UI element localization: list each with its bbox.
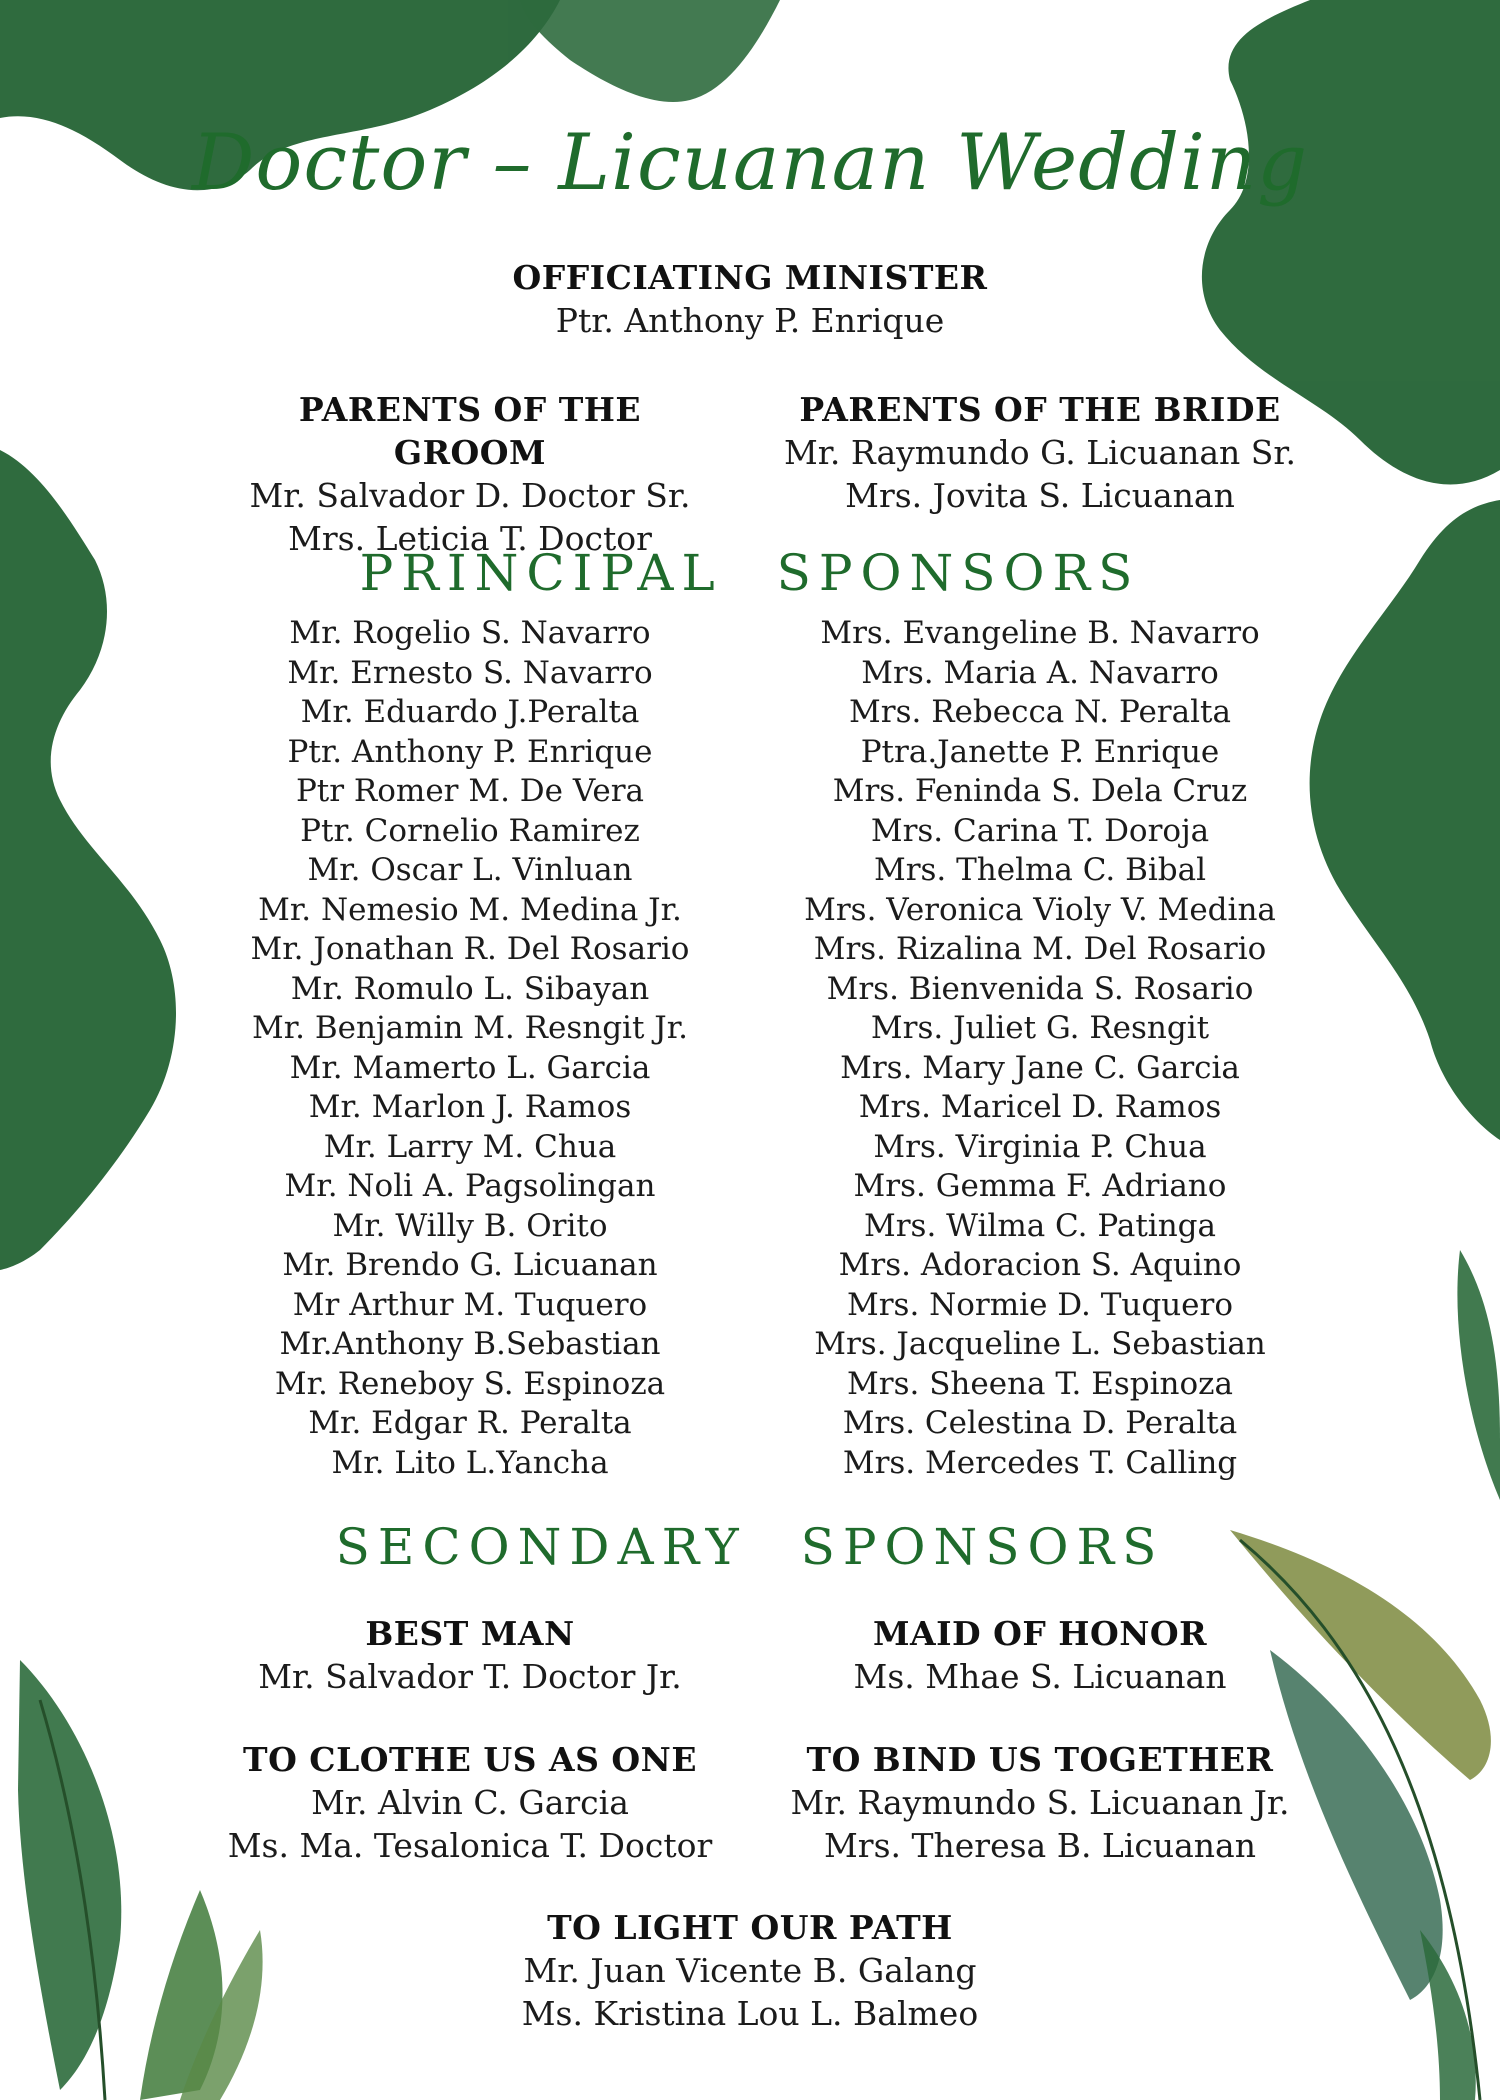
sponsor-name: Mrs. Veronica Violy V. Medina	[804, 891, 1276, 928]
sponsor-name: Ptra.Janette P. Enrique	[860, 733, 1220, 770]
officiating-minister-block	[0, 256, 1500, 342]
sponsor-name: Mr.Anthony B.Sebastian	[279, 1326, 661, 1362]
parents-groom-name: Mr. Salvador D. Doctor Sr.	[249, 476, 691, 515]
parents-bride-name: Mr. Raymundo G. Licuanan Sr.	[783, 433, 1297, 472]
sponsor-name: Mrs. Wilma C. Patinga	[864, 1207, 1216, 1244]
clothe-us-heading: TO CLOTHE US AS ONE	[243, 1740, 697, 1779]
sponsor-name: Mrs. Sheena T. Espinoza	[847, 1365, 1233, 1402]
sponsor-name: Mrs. Mary Jane C. Garcia	[840, 1049, 1240, 1086]
principal-sponsors-left-list	[220, 614, 720, 1483]
sponsor-name: Mr. Nemesio M. Medina Jr.	[258, 891, 682, 928]
officiating-minister-name: Ptr. Anthony P. Enrique	[555, 301, 945, 340]
sponsor-name: Mr. Mamerto L. Garcia	[289, 1049, 651, 1086]
sponsor-name: Mr. Romulo L. Sibayan	[290, 970, 650, 1007]
maid-of-honor-block	[755, 1612, 1325, 1698]
sponsor-name: Mrs. Feninda S. Dela Cruz	[832, 773, 1248, 809]
sponsor-name: Mr. Willy B. Orito	[332, 1207, 608, 1244]
sponsor-name: Mr. Brendo G. Licuanan	[282, 1247, 658, 1283]
clothe-us-block	[220, 1738, 720, 1867]
page-title: Doctor – Licuanan Wedding	[191, 118, 1309, 208]
sponsor-name: Mr Arthur M. Tuquero	[292, 1286, 648, 1323]
bind-us-name: Mr. Raymundo S. Licuanan Jr.	[790, 1783, 1290, 1822]
sponsor-name: Mrs. Jacqueline L. Sebastian	[814, 1326, 1266, 1362]
parents-groom-block	[220, 388, 720, 560]
sponsor-name: Mrs. Rebecca N. Peralta	[849, 694, 1231, 730]
sponsor-name: Mr. Marlon J. Ramos	[308, 1089, 632, 1125]
parents-bride-block	[755, 388, 1325, 517]
light-our-path-block	[0, 1906, 1500, 2035]
sponsor-name: Mrs. Celestina D. Peralta	[842, 1405, 1238, 1441]
clothe-us-name: Mr. Alvin C. Garcia	[311, 1783, 629, 1822]
sponsor-name: Mr. Reneboy S. Espinoza	[274, 1365, 666, 1402]
sponsor-name: Mrs. Gemma F. Adriano	[853, 1168, 1227, 1204]
sponsor-name: Mrs. Normie D. Tuquero	[846, 1286, 1234, 1323]
sponsor-name: Mrs. Juliet G. Resngit	[870, 1010, 1210, 1046]
bind-us-block	[755, 1738, 1325, 1867]
sponsor-name: Mr. Ernesto S. Navarro	[287, 654, 653, 691]
parents-bride-name: Mrs. Jovita S. Licuanan	[845, 476, 1235, 515]
sponsor-name: Ptr Romer M. De Vera	[295, 773, 645, 809]
sponsor-name: Ptr. Cornelio Ramirez	[300, 812, 640, 849]
light-our-path-name: Mr. Juan Vicente B. Galang	[523, 1951, 977, 1990]
maid-of-honor-heading: MAID OF HONOR	[872, 1614, 1208, 1653]
sponsor-name: Mrs. Thelma C. Bibal	[873, 852, 1207, 888]
best-man-name: Mr. Salvador T. Doctor Jr.	[258, 1657, 682, 1696]
sponsor-name: Mrs. Mercedes T. Calling	[842, 1444, 1238, 1481]
sponsor-name: Mr. Oscar L. Vinluan	[307, 852, 633, 888]
sponsor-name: Mr. Jonathan R. Del Rosario	[250, 931, 690, 967]
sponsor-name: Mr. Rogelio S. Navarro	[289, 615, 651, 651]
clothe-us-name: Ms. Ma. Tesalonica T. Doctor	[227, 1826, 713, 1865]
sponsor-name: Mr. Noli A. Pagsolingan	[284, 1168, 656, 1204]
sponsor-name: Mrs. Virginia P. Chua	[873, 1128, 1207, 1165]
secondary-sponsors-heading: SECONDARY SPONSORS	[335, 1518, 1165, 1576]
maid-of-honor-name: Ms. Mhae S. Licuanan	[853, 1657, 1227, 1696]
sponsor-name: Mrs. Evangeline B. Navarro	[820, 615, 1260, 651]
sponsor-name: Mrs. Carina T. Doroja	[870, 812, 1210, 849]
sponsor-name: Mr. Lito L.Yancha	[331, 1444, 609, 1481]
sponsor-name: Mrs. Rizalina M. Del Rosario	[813, 931, 1267, 967]
principal-sponsors-heading: PRINCIPAL SPONSORS	[359, 544, 1141, 602]
parents-groom-name: Mrs. Leticia T. Doctor	[288, 519, 652, 558]
bind-us-heading: TO BIND US TOGETHER	[806, 1740, 1274, 1779]
sponsor-name: Mrs. Adoracion S. Aquino	[838, 1247, 1242, 1283]
sponsor-name: Mr. Larry M. Chua	[323, 1128, 617, 1165]
parents-bride-heading: PARENTS OF THE BRIDE	[799, 390, 1281, 429]
bind-us-name: Mrs. Theresa B. Licuanan	[824, 1826, 1256, 1865]
sponsor-name: Mrs. Maricel D. Ramos	[858, 1089, 1222, 1125]
sponsor-name: Mrs. Maria A. Navarro	[861, 654, 1219, 691]
best-man-block	[220, 1612, 720, 1698]
parents-groom-heading: PARENTS OF THE GROOM	[298, 390, 642, 472]
sponsor-name: Mrs. Bienvenida S. Rosario	[826, 970, 1254, 1007]
best-man-heading: BEST MAN	[365, 1614, 575, 1653]
officiating-minister-heading: OFFICIATING MINISTER	[512, 258, 988, 297]
sponsor-name: Mr. Benjamin M. Resngit Jr.	[252, 1010, 688, 1046]
sponsor-name: Mr. Edgar R. Peralta	[308, 1405, 632, 1441]
principal-sponsors-right-list	[755, 614, 1325, 1483]
light-our-path-name: Ms. Kristina Lou L. Balmeo	[521, 1994, 979, 2033]
light-our-path-heading: TO LIGHT OUR PATH	[547, 1908, 953, 1947]
sponsor-name: Mr. Eduardo J.Peralta	[300, 694, 640, 730]
sponsor-name: Ptr. Anthony P. Enrique	[287, 733, 653, 770]
